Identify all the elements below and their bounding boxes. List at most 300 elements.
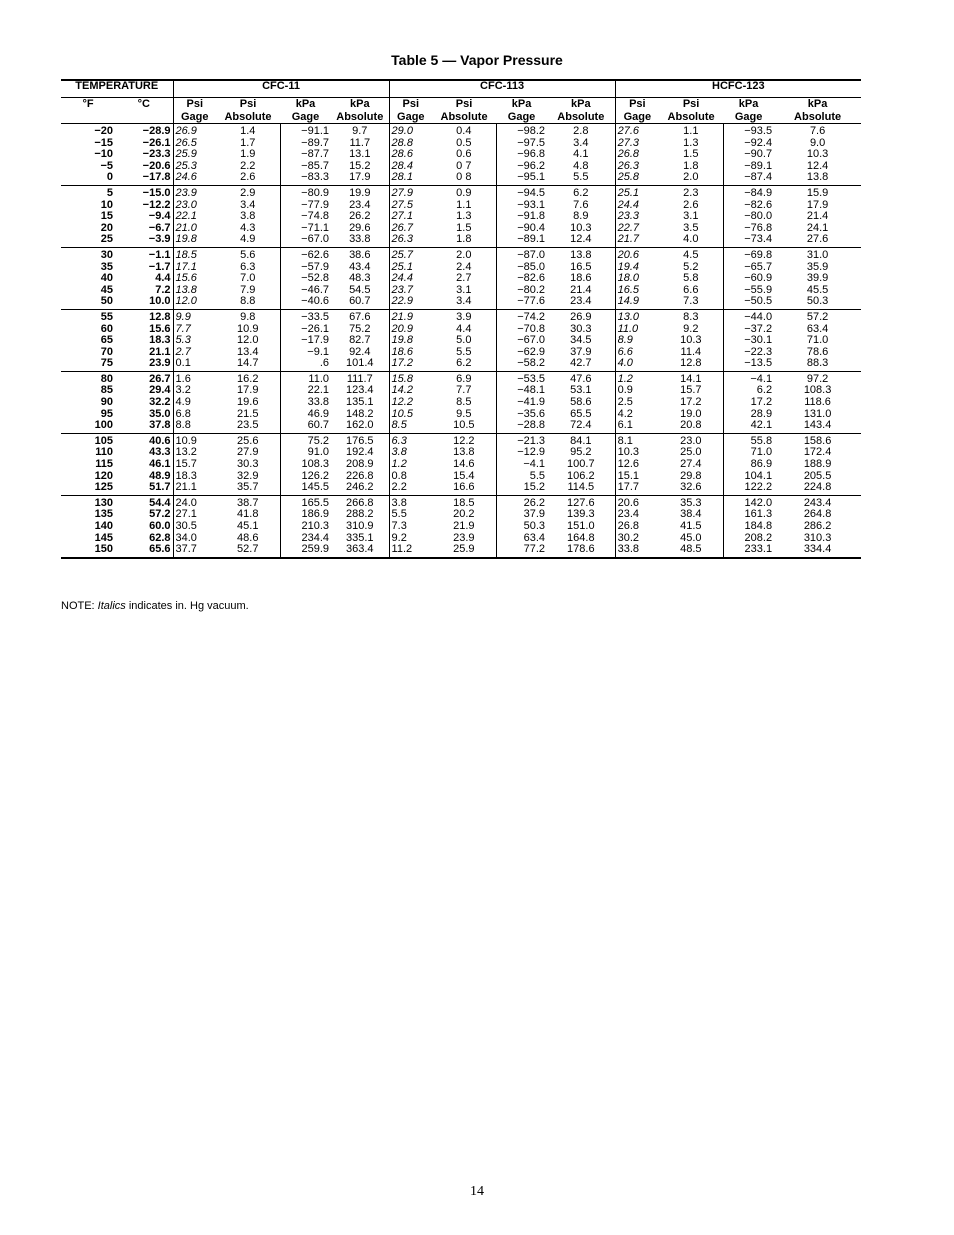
table-cell: 6.2 [723, 385, 774, 397]
table-cell: −96.2 [496, 161, 547, 173]
table-cell: 3.4 [573, 136, 589, 149]
table-cell: −60.9 [723, 273, 774, 285]
subheader-unit: kPa [571, 98, 591, 110]
table-cell: −44.0 [723, 309, 774, 323]
table-cell: 8.9 [615, 335, 659, 347]
table-cell: 32.6 [659, 482, 723, 495]
subheader-unit: Psi [186, 98, 204, 110]
table-cell: 192.4 [346, 446, 374, 459]
table-cell: 111.7 [346, 372, 373, 385]
subheader-cell [432, 98, 496, 124]
table-cell: −67.0 [496, 335, 547, 347]
table-cell: 11.0 [280, 371, 331, 385]
subheader-unit: Psi [455, 98, 473, 110]
table-cell: −57.9 [280, 262, 331, 274]
table-cell: 25.8 [615, 172, 659, 185]
table-cell: 15.4 [453, 469, 475, 482]
table-cell: 50.3 [774, 296, 861, 309]
table-cell: 47.6 [570, 372, 592, 385]
table-cell: 25.9 [432, 544, 496, 558]
table-cell: 2.2 [240, 159, 256, 172]
table-cell: −80.2 [496, 285, 547, 297]
table-cell: 29.0 [389, 124, 432, 138]
table-cell: −40.6 [280, 296, 331, 309]
table-cell: 12.6 [615, 459, 659, 471]
table-cell: 6.2 [573, 186, 589, 199]
table-cell: 3.5 [683, 221, 699, 234]
table-cell: 86.9 [723, 459, 774, 471]
subheader-kind: Absolute [667, 110, 715, 123]
subheader-kind: Gage [181, 110, 209, 123]
table-cell: 26.2 [496, 495, 547, 509]
table-cell: 48.9 [115, 471, 173, 483]
table-cell: 26.3 [389, 234, 432, 247]
table-cell: −90.7 [723, 149, 774, 161]
table-cell: 23.5 [216, 420, 280, 433]
table-cell: −15 [94, 136, 113, 149]
table-cell: 20 [100, 221, 113, 234]
subheader-unit: Psi [239, 98, 257, 110]
table-cell: −93.1 [496, 200, 547, 212]
table-cell: 9.0 [809, 136, 826, 149]
table-cell: −20 [94, 125, 113, 137]
table-cell: 23.9 [115, 358, 173, 371]
table-cell: −89.7 [280, 138, 331, 150]
table-cell: −74.8 [280, 211, 331, 223]
table-cell: 17.2 [680, 396, 702, 409]
table-cell: −12.2 [115, 200, 173, 212]
table-cell: −37.2 [723, 324, 774, 336]
table-cell: 15.7 [173, 459, 216, 471]
table-cell: 85 [100, 384, 113, 397]
table-cell: 135.1 [346, 396, 374, 409]
table-row [61, 185, 861, 199]
table-cell: 108.3 [803, 384, 832, 397]
table-cell: 5.2 [683, 260, 699, 273]
table-cell: 151.0 [567, 520, 595, 532]
table-cell: 310.9 [346, 520, 374, 532]
table-cell: 1.5 [683, 148, 699, 161]
table-cell: 4.9 [216, 234, 280, 247]
table-cell: 54.5 [349, 283, 371, 296]
table-cell: 11.2 [389, 544, 432, 558]
table-cell: 12.4 [806, 159, 829, 172]
table-cell: 5.0 [456, 334, 472, 347]
row-group [61, 185, 861, 247]
table-cell: 28.1 [389, 172, 432, 185]
table-note [61, 600, 249, 612]
table-cell: −48.1 [496, 385, 547, 397]
table-cell: 27.6 [774, 234, 861, 247]
table-cell: −41.9 [496, 397, 547, 409]
page-number: 14 [470, 1184, 484, 1199]
table-cell: 8.8 [216, 296, 280, 309]
table-cell: 12.0 [237, 334, 259, 347]
table-cell: 150 [61, 544, 115, 558]
subheader-kind: Absolute [336, 110, 384, 123]
table-cell: 15 [100, 210, 113, 223]
table-cell: 110 [95, 446, 113, 459]
table-cell: 2.7 [456, 272, 472, 285]
table-cell: 164.8 [567, 531, 595, 544]
table-cell: −96.8 [496, 149, 547, 161]
table-cell: −76.8 [723, 223, 774, 235]
table-cell: 34.0 [173, 533, 216, 545]
table-cell: 24.1 [806, 221, 829, 234]
table-cell: 23.0 [173, 200, 216, 212]
table-cell: 17.9 [237, 384, 259, 397]
table-cell: 161.3 [723, 509, 774, 521]
table-cell: 24.6 [173, 172, 216, 185]
table-cell: −80.0 [723, 211, 774, 223]
table-cell: 54.4 [115, 495, 173, 509]
table-row [61, 397, 861, 409]
subheader-cell [173, 98, 216, 124]
table-cell: −87.4 [723, 172, 774, 185]
table-cell: 26.5 [173, 138, 216, 150]
table-cell: 1.2 [615, 371, 659, 385]
table-row [61, 420, 861, 433]
table-cell: 234.4 [280, 533, 331, 545]
table-cell: 40.6 [115, 433, 173, 447]
table-cell: 19.6 [237, 396, 259, 409]
row-group [61, 309, 861, 371]
table-cell: 4.3 [240, 221, 256, 234]
table-cell: 7.9 [240, 283, 256, 296]
table-cell: 16.5 [570, 260, 592, 273]
table-cell: 23.4 [615, 509, 659, 521]
cfc11-header: CFC-11 [173, 80, 389, 98]
table-cell: 8.3 [683, 310, 699, 323]
table-cell: 172.4 [803, 446, 832, 459]
table-cell: 6.1 [615, 420, 659, 433]
table-cell: 310.3 [803, 531, 832, 544]
table-cell: −17.9 [280, 335, 331, 347]
table-cell: −52.8 [280, 273, 331, 285]
table-cell: 226.8 [346, 469, 374, 482]
table-cell: 60.7 [331, 296, 389, 309]
table-cell: 26.2 [349, 210, 371, 223]
table-cell: 178.6 [547, 544, 615, 558]
table-cell: 143.4 [774, 420, 861, 433]
table-cell: −90.4 [496, 223, 547, 235]
table-cell: 10.5 [432, 420, 496, 433]
table-cell: 91.0 [280, 447, 331, 459]
table-cell: −58.2 [496, 358, 547, 371]
table-cell: 10.3 [806, 148, 829, 161]
subheader-kind: Gage [623, 110, 652, 123]
table-cell: 2.8 [573, 125, 589, 137]
table-cell: 11.7 [349, 136, 371, 149]
table-cell: 65.6 [115, 544, 173, 558]
table-cell: 25.0 [680, 446, 702, 459]
table-cell: 37.7 [173, 544, 216, 558]
table-cell: 7.6 [809, 125, 826, 137]
subheader-cell [723, 98, 774, 124]
table-cell: 13.1 [349, 148, 371, 161]
table-cell: −69.8 [723, 247, 774, 261]
table-cell: 45 [100, 283, 113, 296]
table-cell: 42.7 [547, 358, 615, 371]
subheader-kind: Gage [397, 110, 425, 123]
table-cell: 5.5 [496, 471, 547, 483]
table-cell: 2.2 [389, 482, 432, 495]
table-cell: 21.7 [615, 234, 659, 247]
table-cell: 0.5 [456, 136, 472, 149]
table-cell: 84.1 [570, 434, 592, 447]
table-cell: 12.8 [115, 309, 173, 323]
table-cell: 29.4 [115, 385, 173, 397]
table-cell: 158.6 [803, 434, 832, 447]
table-row [61, 495, 861, 509]
table-cell: −26.1 [115, 138, 173, 150]
table-cell: 27.5 [389, 200, 432, 212]
subheader-unit: kPa [349, 98, 370, 110]
table-cell: 80 [100, 372, 113, 385]
table-cell: 0.8 [389, 471, 432, 483]
note-italic-word: Italics [97, 600, 126, 612]
table-cell: −84.9 [723, 185, 774, 199]
table-cell: 1.1 [683, 125, 699, 137]
table-cell: 6.2 [432, 358, 496, 371]
table-cell: −74.2 [496, 309, 547, 323]
table-cell: 35.7 [216, 482, 280, 495]
subheader-cell [389, 98, 432, 124]
table-cell: 210.3 [280, 521, 331, 533]
table-cell: −28.8 [496, 420, 547, 433]
table-cell: 7.7 [173, 324, 216, 336]
table-cell: 246.2 [331, 482, 389, 495]
table-cell: 7.3 [389, 521, 432, 533]
subheader-cell [659, 98, 723, 124]
table-cell: 38.4 [680, 508, 702, 521]
table-cell: 126.2 [280, 471, 331, 483]
table-cell: 14.1 [680, 372, 702, 385]
table-cell: 1.5 [456, 221, 472, 234]
table-cell: 21.1 [115, 347, 173, 359]
table-cell: −10 [94, 148, 113, 161]
table-cell: 335.1 [346, 531, 374, 544]
table-cell: −13.5 [723, 358, 774, 371]
table-cell: 37.9 [496, 509, 547, 521]
table-cell: 2.9 [240, 186, 256, 199]
table-cell: 37.9 [570, 345, 592, 358]
table-cell: −4.1 [723, 371, 774, 385]
table-cell: 41.5 [680, 520, 702, 532]
table-cell: 184.8 [723, 521, 774, 533]
table-cell: 27.1 [389, 211, 432, 223]
table-cell: 45.1 [237, 520, 259, 532]
table-cell: 7.6 [573, 198, 589, 211]
table-cell: 27.3 [615, 138, 659, 150]
table-cell: 131.0 [803, 407, 832, 420]
table-cell: 9.7 [352, 125, 368, 137]
table-cell: 4.9 [173, 397, 216, 409]
table-cell: 1.8 [432, 234, 496, 247]
hcfc123-header: HCFC-123 [615, 80, 861, 98]
table-cell: 22.1 [280, 385, 331, 397]
table-cell: 70 [100, 345, 113, 358]
table-cell: 115 [95, 458, 113, 471]
table-cell: 18.0 [615, 273, 659, 285]
table-cell: 32.2 [115, 397, 173, 409]
table-cell: 23.0 [680, 434, 702, 447]
table-cell: 8.5 [389, 420, 432, 433]
table-cell: 43.4 [349, 260, 371, 273]
table-cell: 65 [100, 334, 113, 347]
table-cell: 28.4 [389, 161, 432, 173]
table-cell: 3.1 [456, 283, 472, 296]
table-cell: 224.8 [774, 482, 861, 495]
table-cell: 0.9 [615, 385, 659, 397]
table-cell: 264.8 [803, 508, 832, 521]
table-cell: 20.6 [615, 247, 659, 261]
table-cell: −73.4 [723, 234, 774, 247]
table-cell: 6.9 [456, 372, 472, 385]
table-cell: −50.5 [723, 296, 774, 309]
table-cell: 17.7 [615, 482, 659, 495]
table-row [61, 544, 861, 558]
table-cell: 95 [100, 407, 113, 420]
table-cell: −1.7 [115, 262, 173, 274]
table-cell: 55.8 [723, 433, 774, 447]
table-cell: −15.0 [115, 185, 173, 199]
table-cell: −28.9 [115, 124, 173, 138]
table-cell: 32.9 [237, 469, 259, 482]
table-row [61, 296, 861, 309]
table-cell: 60.7 [280, 420, 331, 433]
table-cell: 0 8 [432, 172, 496, 185]
table-cell: 1.8 [683, 159, 699, 172]
table-cell: 33.8 [615, 544, 659, 558]
table-cell: 259.9 [280, 544, 331, 558]
table-cell: 12.0 [173, 296, 216, 309]
table-cell: 114.5 [547, 482, 615, 495]
table-cell: 16.5 [615, 285, 659, 297]
table-cell: −77.9 [280, 200, 331, 212]
table-row [61, 371, 861, 385]
table-cell: −82.6 [723, 200, 774, 212]
table-cell: 13.8 [774, 172, 861, 185]
table-cell: 82.7 [349, 334, 371, 347]
table-cell: 123.4 [346, 384, 374, 397]
table-cell: 10.3 [570, 221, 592, 234]
table-cell: 18.6 [570, 272, 592, 285]
subheader-unit: Psi [629, 98, 646, 110]
table-cell: 30.3 [237, 458, 259, 471]
table-cell: 34.5 [570, 334, 592, 347]
subheader-unit: kPa [295, 98, 316, 110]
table-cell: 15.6 [115, 324, 173, 336]
table-cell: −80.9 [280, 185, 331, 199]
table-cell: 4.8 [573, 159, 589, 172]
table-cell: 12.2 [453, 434, 475, 447]
table-cell: 3.8 [389, 495, 432, 509]
table-cell: 162.0 [331, 420, 389, 433]
table-cell: 4.2 [615, 409, 659, 421]
table-cell: 19.8 [173, 234, 216, 247]
table-cell: 23.4 [349, 198, 371, 211]
table-cell: 25.3 [173, 161, 216, 173]
table-cell: 13.8 [173, 285, 216, 297]
table-cell: 20.6 [615, 495, 659, 509]
table-row [61, 172, 861, 185]
table-cell: 1.7 [240, 136, 256, 149]
table-cell: 2.0 [659, 172, 723, 185]
table-cell: 71.0 [806, 334, 829, 347]
table-cell: 188.9 [803, 458, 832, 471]
table-cell: 4.1 [573, 148, 589, 161]
vapor-pressure-table [61, 79, 861, 559]
table-cell: 145.5 [280, 482, 331, 495]
table-cell: 33.8 [280, 397, 331, 409]
table-cell: 40 [100, 272, 113, 285]
table-cell: 26.3 [615, 161, 659, 173]
table-cell: 4.5 [683, 248, 699, 261]
table-cell: 0.1 [173, 358, 216, 371]
table-cell: 88.3 [774, 358, 861, 371]
table-cell: −97.5 [496, 138, 547, 150]
table-cell: 2.4 [456, 260, 472, 273]
table-cell: −22.3 [723, 347, 774, 359]
table-cell: 100 [61, 420, 115, 433]
table-cell: 25.9 [173, 149, 216, 161]
table-cell: 205.5 [803, 469, 832, 482]
table-cell: −91.8 [496, 211, 547, 223]
table-cell: −20.6 [115, 161, 173, 173]
table-cell: 23.9 [453, 531, 475, 544]
table-cell: 105 [94, 434, 113, 447]
table-cell: 334.4 [774, 544, 861, 558]
subheader-unit: kPa [807, 98, 828, 110]
table-cell: 27.1 [173, 509, 216, 521]
table-cell: 50.3 [496, 521, 547, 533]
table-cell: −17.8 [115, 172, 173, 185]
table-cell: 1.3 [683, 136, 699, 149]
table-cell: 30.3 [570, 322, 592, 335]
table-cell: 39.9 [806, 272, 829, 285]
table-cell: 10.0 [115, 296, 173, 309]
table-cell: 60 [100, 322, 113, 335]
table-cell: 5.5 [389, 509, 432, 521]
table-cell: 104.1 [723, 471, 774, 483]
table-cell: 18.5 [453, 496, 475, 509]
table-cell: −30.1 [723, 335, 774, 347]
table-cell: 57.2 [806, 310, 829, 323]
table-cell: 45.0 [680, 531, 702, 544]
table-cell: −55.9 [723, 285, 774, 297]
table-cell: 10.9 [237, 322, 259, 335]
table-cell: 18.3 [115, 335, 173, 347]
table-cell: 37.8 [115, 420, 173, 433]
table-cell: 27.6 [615, 124, 659, 138]
table-cell: 60.0 [115, 521, 173, 533]
table-cell: 21.4 [806, 210, 829, 223]
table-cell: 95.2 [570, 446, 592, 459]
table-cell: −35.6 [496, 409, 547, 421]
table-cell: 0.6 [456, 148, 472, 161]
group-header-row [61, 80, 861, 98]
table-cell: 1.3 [456, 210, 472, 223]
table-cell: 2.3 [683, 186, 699, 199]
table-cell: 27.4 [680, 458, 702, 471]
table-cell: −70.8 [496, 324, 547, 336]
table-row [61, 335, 861, 347]
table-cell: 2.0 [456, 248, 472, 261]
table-cell: 10.9 [173, 433, 216, 447]
table-cell: 23.4 [547, 296, 615, 309]
table-cell: 19.9 [349, 186, 371, 199]
